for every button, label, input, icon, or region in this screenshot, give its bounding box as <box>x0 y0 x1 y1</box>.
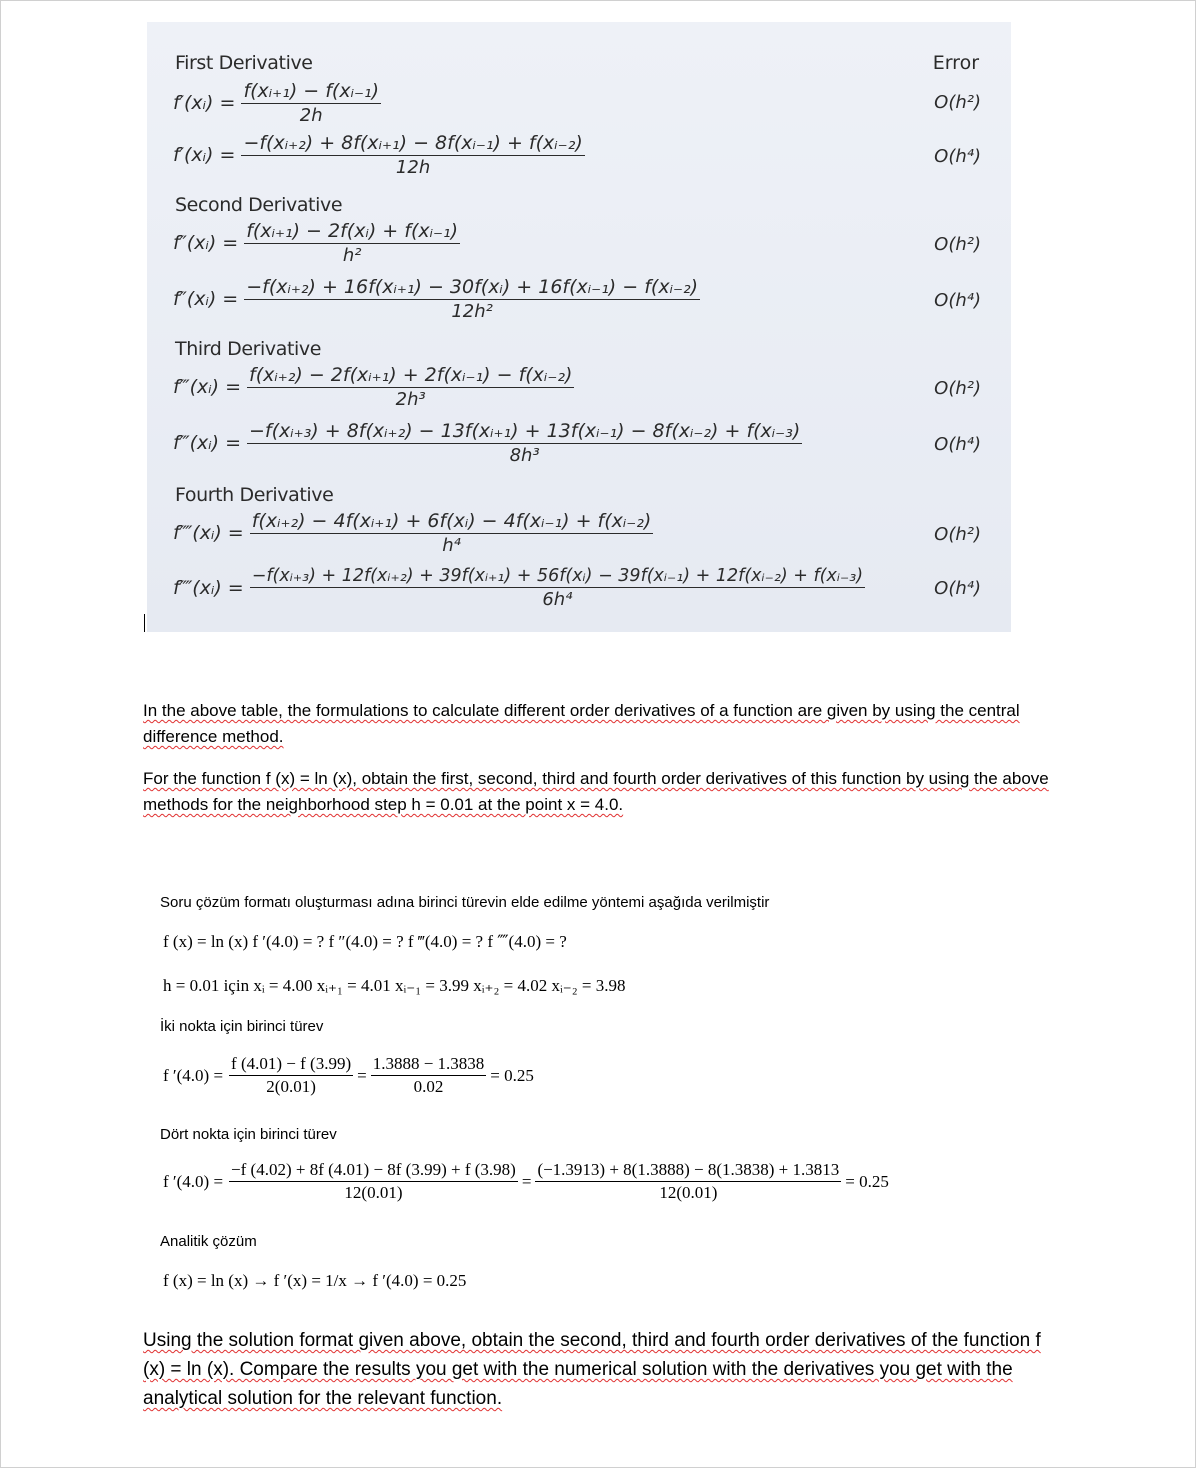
error-order: O(h²) <box>934 92 981 113</box>
formula-row <box>173 132 585 178</box>
paragraph-task-description <box>143 766 1063 818</box>
formula-numerator: −f(xᵢ₊₃) + 12f(xᵢ₊₂) + 39f(xᵢ₊₁) + 56f(xᵢ) − 39f(xᵢ₋₁) + 12f(xᵢ₋₂) + f(xᵢ₋₃) <box>251 566 864 586</box>
two-point-label: İki nokta için birinci türev <box>160 1018 324 1035</box>
paragraph-text: For the function f (x) = ln (x), obtain the first, second, third and fourth order derivatives of this function by using the above methods for the neighborhood step h = 0.01 at the point x = 4.0. <box>143 769 1049 814</box>
paragraph-text: Using the solution format given above, obtain the second, third and fourth order derivatives of the function f (x) = ln (x). Compare the results you get with the numerical solution with the derivatives you get with the analytical solution for the relevant function. <box>143 1330 1041 1409</box>
formula-denominator: 12h² <box>451 301 493 322</box>
four-point-formula: f ′(4.0) = $\frac{-f (4.02) + 8f (4.01) - 8f (3.99) + f (3.98)}{12(0.01)}$ = $\frac{(-1.3913) + 8(1.3888) - 8(1.3838) + 1.3813}{12(0.01)}$ = 0.25 <box>163 1160 889 1202</box>
four-point-numerator-values: (−1.3913) + 8(1.3888) − 8(1.3838) + 1.3813 <box>535 1160 841 1182</box>
derivative-formula-table <box>147 22 1011 632</box>
formula-numerator: −f(xᵢ₊₃) + 8f(xᵢ₊₂) − 13f(xᵢ₊₁) + 13f(xᵢ₋₁) − 8f(xᵢ₋₂) + f(xᵢ₋₃) <box>249 420 801 442</box>
formula-lhs: f″(xᵢ) = <box>173 288 239 310</box>
two-point-numerator-values: 1.3888 − 1.3838 <box>371 1054 487 1076</box>
formula-numerator: f(xᵢ₊₁) − f(xᵢ₋₁) <box>243 80 380 102</box>
error-order: O(h²) <box>934 234 981 255</box>
two-point-denominator-values: 0.02 <box>413 1077 444 1096</box>
four-point-label: Dört nokta için birinci türev <box>160 1126 337 1143</box>
formula-lhs: f‴(xᵢ) = <box>173 376 241 398</box>
error-order: O(h⁴) <box>934 290 981 311</box>
formula-denominator: 2h <box>299 105 323 126</box>
formula-numerator: −f(xᵢ₊₂) + 8f(xᵢ₊₁) − 8f(xᵢ₋₁) + f(xᵢ₋₂) <box>243 132 583 154</box>
formula-row <box>173 80 381 126</box>
error-order: O(h⁴) <box>934 578 981 599</box>
formula-denominator: 8h³ <box>509 445 540 466</box>
formula-numerator: f(xᵢ₊₂) − 4f(xᵢ₊₁) + 6f(xᵢ) − 4f(xᵢ₋₁) + f(xᵢ₋₂) <box>251 510 652 532</box>
formula-row <box>173 420 802 466</box>
formula-lhs: f⁗(xᵢ) = <box>173 577 244 599</box>
formula-row <box>173 566 865 610</box>
two-point-result: = 0.25 <box>490 1065 534 1085</box>
formula-row <box>173 220 460 266</box>
formula-row <box>173 276 700 322</box>
formula-row <box>173 364 574 410</box>
formula-lhs: f′(xᵢ) = <box>173 92 236 114</box>
error-column-header: Error <box>932 52 979 74</box>
step-size-line: h = 0.01 için xᵢ = 4.00 xᵢ₊₁ = 4.01 xᵢ₋₁ = 3.99 xᵢ₊₂ = 4.02 xᵢ₋₂ = 3.98 <box>163 976 626 995</box>
formula-numerator: f(xᵢ₊₂) − 2f(xᵢ₊₁) + 2f(xᵢ₋₁) − f(xᵢ₋₂) <box>249 364 573 386</box>
text-cursor <box>144 614 145 632</box>
formula-denominator: 2h³ <box>395 389 426 410</box>
function-definition-line: f (x) = ln (x) f ′(4.0) = ? f ″(4.0) = ? f ‴(4.0) = ? f ⁗(4.0) = ? <box>163 932 567 951</box>
two-point-lhs: f ′(4.0) = <box>163 1065 224 1085</box>
formula-numerator: f(xᵢ₊₁) − 2f(xᵢ) + f(xᵢ₋₁) <box>246 220 459 242</box>
formula-lhs: f⁗(xᵢ) = <box>173 522 244 544</box>
formula-denominator: 6h⁴ <box>542 589 573 610</box>
solution-intro-line: Soru çözüm formatı oluşturması adına birinci türevin elde edilme yöntemi aşağıda verilmiştir <box>160 894 770 911</box>
two-point-denominator: 2(0.01) <box>266 1077 316 1096</box>
four-point-denominator: 12(0.01) <box>344 1183 403 1202</box>
formula-denominator: 12h <box>395 157 431 178</box>
formula-lhs: f′(xᵢ) = <box>173 144 236 166</box>
formula-numerator: −f(xᵢ₊₂) + 16f(xᵢ₊₁) − 30f(xᵢ) + 16f(xᵢ₋₁) − f(xᵢ₋₂) <box>246 276 699 298</box>
error-order: O(h⁴) <box>934 146 981 167</box>
section-title-fourth-derivative: Fourth Derivative <box>175 484 334 506</box>
error-order: O(h²) <box>934 524 981 545</box>
two-point-numerator: f (4.01) − f (3.99) <box>229 1054 353 1076</box>
section-title-second-derivative: Second Derivative <box>175 194 343 216</box>
formula-row <box>173 510 653 556</box>
formula-lhs: f″(xᵢ) = <box>173 232 239 254</box>
four-point-numerator: −f (4.02) + 8f (4.01) − 8f (3.99) + f (3.98) <box>229 1160 518 1182</box>
error-order: O(h²) <box>934 378 981 399</box>
two-point-formula: f ′(4.0) = $\frac{f (4.01) - f (3.99)}{2(0.01)}$ = $\frac{1.3888 - 1.3838}{0.02}$ = 0.25 <box>163 1054 534 1096</box>
four-point-denominator-values: 12(0.01) <box>659 1183 718 1202</box>
paragraph-assignment <box>143 1326 1063 1413</box>
formula-denominator: h⁴ <box>442 535 461 556</box>
four-point-lhs: f ′(4.0) = <box>163 1171 224 1191</box>
paragraph-text: In the above table, the formulations to calculate different order derivatives of a function are given by using the central difference method. <box>143 701 1020 746</box>
paragraph-table-description <box>143 698 1063 750</box>
error-order: O(h⁴) <box>934 434 981 455</box>
section-title-third-derivative: Third Derivative <box>175 338 322 360</box>
formula-denominator: h² <box>342 245 362 266</box>
formula-lhs: f‴(xᵢ) = <box>173 432 241 454</box>
four-point-result: = 0.25 <box>845 1171 889 1191</box>
section-title-first-derivative: First Derivative <box>175 52 313 74</box>
analytic-solution-line: f (x) = ln (x) → f ′(x) = 1/x → f ′(4.0) = 0.25 <box>163 1271 467 1290</box>
analytic-label: Analitik çözüm <box>160 1233 257 1250</box>
